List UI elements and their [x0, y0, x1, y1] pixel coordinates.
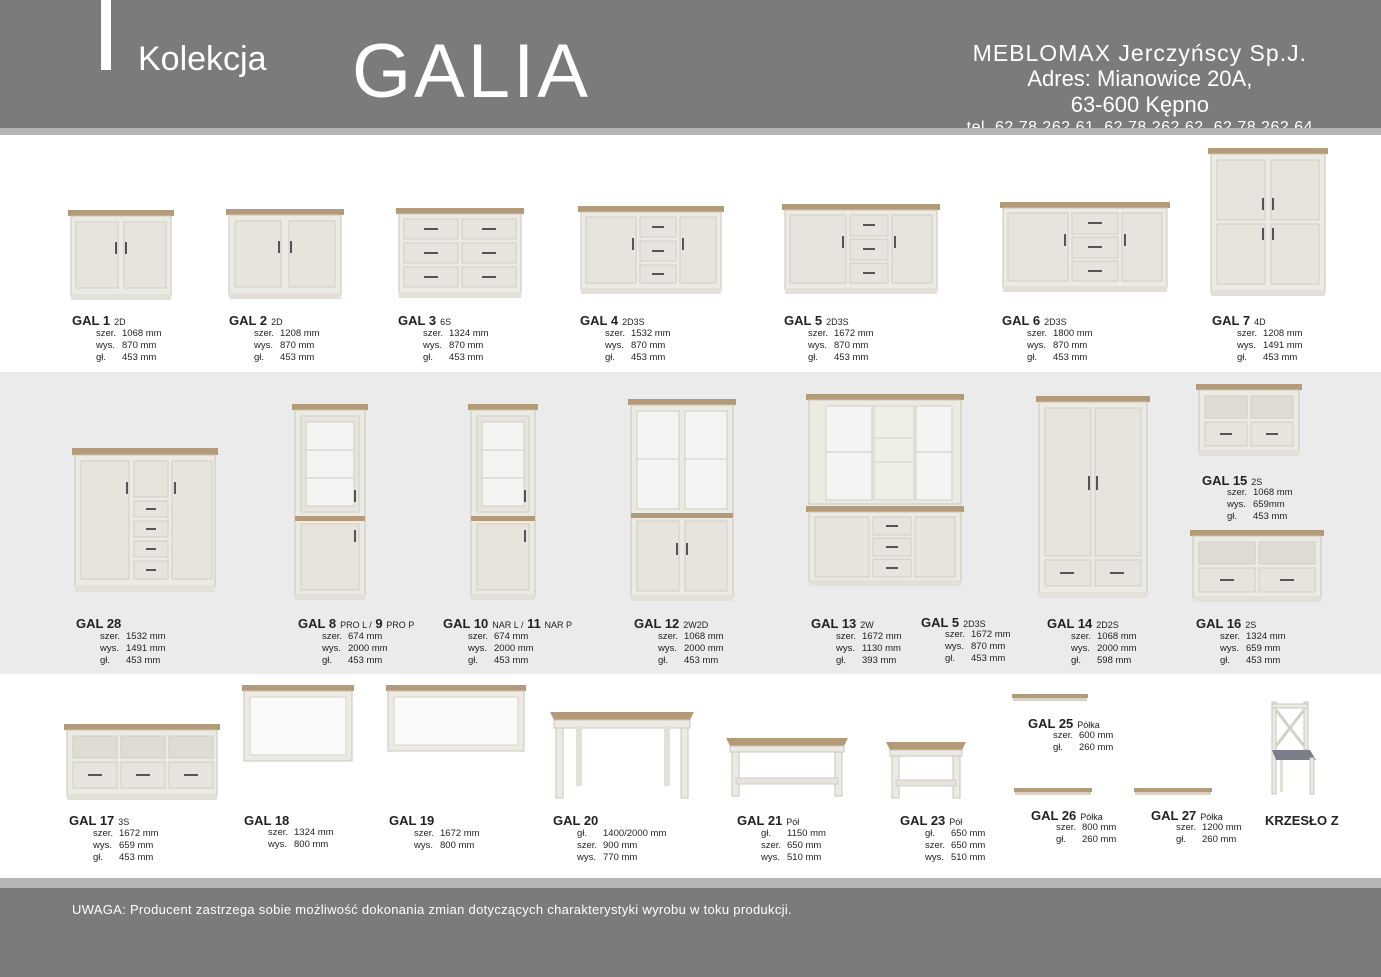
dim-key: szer. [808, 328, 829, 339]
company-address-line1: Adres: Mianowice 20A, [1027, 66, 1253, 91]
product-dims [268, 827, 334, 851]
product-name: GAL 5 [784, 313, 823, 328]
dim-key: gł. [761, 828, 772, 839]
footer-banner [0, 888, 1381, 977]
dim-key: szer. [322, 631, 343, 642]
dim-value: 1324 mm [294, 827, 334, 838]
product-name: GAL 23 [900, 813, 946, 828]
product-dims [925, 828, 985, 864]
product-suffix: 2W [860, 620, 874, 630]
dim-key: gł. [1237, 352, 1248, 363]
product-dims [100, 631, 166, 667]
dim-key: gł. [808, 352, 819, 363]
dim-key: wys. [577, 852, 596, 863]
dim-key: gł. [468, 655, 479, 666]
dim-key: wys. [268, 839, 287, 850]
dim-key: gł. [93, 852, 104, 863]
dim-key: gł. [423, 352, 434, 363]
dim-key: szer. [605, 328, 626, 339]
product-name: GAL 1 [72, 313, 111, 328]
product-dims [322, 631, 388, 667]
dim-key: gł. [322, 655, 333, 666]
product-dims [1053, 730, 1113, 754]
product-suffix: 6S [440, 317, 452, 327]
sideboard-2d3s-image [578, 204, 726, 298]
dim-key: gł. [1071, 655, 1082, 666]
product-dims [658, 631, 724, 667]
dim-key: gł. [100, 655, 111, 666]
product-name: GAL 27 [1151, 808, 1197, 823]
dim-key: szer. [268, 827, 289, 838]
sideboard-2d3s-image [782, 202, 942, 300]
dim-value: 1068 mm [1097, 631, 1137, 642]
dim-value: 1672 mm [440, 828, 480, 839]
dim-value: 2000 mm [1097, 643, 1137, 654]
dim-value: 1672 mm [834, 328, 874, 339]
dim-key: gł. [836, 655, 847, 666]
mirror-image [386, 683, 528, 755]
product-dims [1237, 328, 1303, 364]
dim-value: 1150 mm [787, 828, 826, 839]
dim-key: wys. [423, 340, 442, 351]
dim-value: 650 mm [951, 828, 986, 839]
product-suffix: 2S [1251, 477, 1263, 487]
dim-key: wys. [808, 340, 827, 351]
chair-image [1266, 700, 1320, 798]
dim-key: gł. [1176, 834, 1187, 845]
company-address-line2: 63-600 Kępno [1070, 92, 1209, 117]
dim-value: 800 mm [1082, 822, 1117, 833]
product-name: GAL 13 [811, 616, 857, 631]
product-suffix: NAR L / [492, 620, 524, 630]
dim-key: szer. [658, 631, 679, 642]
dim-value: 453 mm [631, 352, 666, 363]
dim-value: 453 mm [971, 653, 1006, 664]
company-name: MEBLOMAX Jerczyńscy Sp.J. [972, 40, 1307, 66]
dim-key: wys. [945, 641, 964, 652]
dim-value: 1130 mm [862, 643, 901, 654]
dim-value: 260 mm [1082, 834, 1117, 845]
dim-key: szer. [925, 840, 946, 851]
dim-key: wys. [468, 643, 487, 654]
product-dims [605, 328, 671, 364]
product-name: GAL 18 [244, 813, 290, 828]
dim-key: gł. [658, 655, 669, 666]
cabinet-4-door-image [1208, 146, 1330, 302]
dim-value: 659 mm [119, 840, 154, 851]
product-dims [254, 328, 320, 364]
dim-key: wys. [1237, 340, 1256, 351]
dim-key: gł. [577, 828, 588, 839]
dim-key: szer. [577, 840, 598, 851]
dim-value: 1672 mm [862, 631, 902, 642]
dim-key: wys. [1027, 340, 1046, 351]
dim-value: 453 mm [449, 352, 484, 363]
dim-key: szer. [1053, 730, 1074, 741]
dim-value: 1400/2000 mm [603, 828, 667, 839]
product-name-2: 9 [375, 616, 383, 631]
dim-value: 453 mm [834, 352, 869, 363]
dim-value: 2000 mm [348, 643, 388, 654]
dim-key: szer. [423, 328, 444, 339]
product-dims [93, 828, 159, 864]
dim-value: 870 mm [971, 641, 1006, 652]
product-dims [577, 828, 666, 864]
product-name: GAL 16 [1196, 616, 1242, 631]
product-suffix: 4D [1254, 317, 1266, 327]
dim-key: szer. [468, 631, 489, 642]
dim-value: 510 mm [787, 852, 822, 863]
product-name: GAL 20 [553, 813, 599, 828]
product-suffix: Półka [1077, 720, 1100, 730]
product-suffix: PRO L / [340, 620, 372, 630]
product-suffix: 2D3S [622, 317, 645, 327]
product-suffix: 2W2D [683, 620, 709, 630]
shelf-image [1014, 786, 1094, 798]
display-cabinet-2w2d-image [628, 397, 738, 603]
mirror-image [242, 683, 356, 765]
shelf-image [1134, 786, 1214, 798]
product-suffix: 2D [271, 317, 283, 327]
dim-value: 260 mm [1202, 834, 1237, 845]
header-strip [0, 128, 1381, 135]
dim-key: gł. [96, 352, 107, 363]
dim-key: gł. [254, 352, 265, 363]
dim-key: szer. [96, 328, 117, 339]
sideboard-2-door-image [226, 207, 346, 304]
dim-key: wys. [414, 840, 433, 851]
dim-key: szer. [93, 828, 114, 839]
product-suffix: Pół [949, 817, 963, 827]
dim-value: 453 mm [348, 655, 383, 666]
dim-value: 1324 mm [1246, 631, 1286, 642]
product-suffix: 2D3S [963, 619, 986, 629]
tv-stand-image [1190, 528, 1326, 608]
dim-value: 650 mm [951, 840, 986, 851]
dim-value: 453 mm [684, 655, 719, 666]
product-dims [1220, 631, 1286, 667]
dim-value: 1672 mm [971, 629, 1011, 640]
dim-key: wys. [605, 340, 624, 351]
dim-value: 674 mm [348, 631, 383, 642]
dim-key: wys. [761, 852, 780, 863]
coffee-table-image [724, 736, 850, 800]
dim-value: 1208 mm [280, 328, 320, 339]
dim-value: 1491 mm [126, 643, 166, 654]
dim-key: szer. [414, 828, 435, 839]
dim-key: szer. [1071, 631, 1092, 642]
dim-key: szer. [836, 631, 857, 642]
dim-value: 510 mm [951, 852, 986, 863]
tv-stand-image [1196, 382, 1304, 462]
product-suffix: 2D3S [826, 317, 849, 327]
product-name: GAL 7 [1212, 313, 1251, 328]
dim-key: szer. [100, 631, 121, 642]
product-suffix: 2S [1245, 620, 1257, 630]
wardrobe-image [1036, 394, 1152, 600]
product-dims [808, 328, 874, 364]
dim-key: gł. [925, 828, 936, 839]
product-name: GAL 28 [76, 616, 122, 631]
dim-value: 453 mm [126, 655, 161, 666]
product-name: GAL 17 [69, 813, 115, 828]
dim-value: 900 mm [603, 840, 638, 851]
dim-key: wys. [322, 643, 341, 654]
dim-value: 453 mm [1053, 352, 1088, 363]
dim-value: 1208 mm [1263, 328, 1303, 339]
chest-6-drawer-image [396, 206, 526, 302]
dim-value: 453 mm [1253, 511, 1288, 522]
dim-key: gł. [945, 653, 956, 664]
dim-value: 674 mm [494, 631, 529, 642]
product-suffix: Półka [1200, 812, 1223, 822]
product-suffix: 2D [114, 317, 126, 327]
product-dims [945, 629, 1011, 665]
product-name-2: 11 [527, 616, 541, 631]
dim-value: 453 mm [1246, 655, 1281, 666]
dim-key: gł. [1227, 511, 1238, 522]
product-dims [1056, 822, 1116, 846]
dim-value: 650 mm [787, 840, 822, 851]
product-suffix: 2D3S [1044, 317, 1067, 327]
dim-key: szer. [1220, 631, 1241, 642]
product-dims [1176, 822, 1242, 846]
dim-key: szer. [1227, 487, 1248, 498]
shelf-image [1012, 692, 1092, 704]
dim-value: 659mm [1253, 499, 1285, 510]
dim-key: gł. [605, 352, 616, 363]
product-name: GAL 19 [389, 813, 435, 828]
dim-value: 1532 mm [631, 328, 671, 339]
product-dims [1071, 631, 1137, 667]
dim-key: wys. [836, 643, 855, 654]
dim-value: 1200 mm [1202, 822, 1242, 833]
dim-value: 870 mm [834, 340, 869, 351]
dim-key: wys. [925, 852, 944, 863]
dim-value: 870 mm [449, 340, 484, 351]
dim-value: 453 mm [122, 352, 157, 363]
product-name: GAL 26 [1031, 808, 1077, 823]
product-name: GAL 4 [580, 313, 619, 328]
product-suffix: 2D2S [1096, 620, 1119, 630]
dim-value: 453 mm [494, 655, 529, 666]
dim-key: szer. [945, 629, 966, 640]
product-name: GAL 21 [737, 813, 783, 828]
product-suffix: 3S [118, 817, 130, 827]
product-dims [836, 631, 902, 667]
dim-value: 800 mm [294, 839, 329, 850]
product-dims [423, 328, 489, 364]
dim-key: wys. [1227, 499, 1246, 510]
dim-value: 598 mm [1097, 655, 1132, 666]
dim-key: wys. [93, 840, 112, 851]
product-name: KRZESŁO Z [1265, 813, 1339, 828]
dim-value: 1491 mm [1263, 340, 1303, 351]
product-name: GAL 15 [1202, 473, 1248, 488]
dim-key: wys. [1071, 643, 1090, 654]
product-name: GAL 2 [229, 313, 268, 328]
product-name: GAL 3 [398, 313, 437, 328]
dim-key: gł. [1220, 655, 1231, 666]
dim-key: szer. [1176, 822, 1197, 833]
header-banner [0, 0, 1381, 128]
dim-value: 870 mm [122, 340, 157, 351]
product-name: GAL 10 [443, 616, 489, 631]
dining-table-image [546, 706, 698, 802]
dim-key: gł. [1056, 834, 1067, 845]
dim-key: wys. [658, 643, 677, 654]
product-dims [468, 631, 534, 667]
product-name: GAL 8 [298, 616, 337, 631]
product-suffix-2: PRO P [386, 620, 415, 630]
collection-title: GALIA [352, 29, 591, 114]
dim-key: szer. [1027, 328, 1048, 339]
dim-key: szer. [254, 328, 275, 339]
dim-key: gł. [1027, 352, 1038, 363]
dim-value: 453 mm [119, 852, 154, 863]
product-dims [1027, 328, 1093, 364]
product-dims [761, 828, 826, 864]
dim-key: szer. [761, 840, 782, 851]
dim-value: 870 mm [631, 340, 666, 351]
display-cabinet-image [292, 402, 370, 602]
dim-value: 770 mm [603, 852, 638, 863]
dim-value: 453 mm [280, 352, 315, 363]
sideboard-2d3s-image [1000, 200, 1172, 300]
kolekcja-label: Kolekcja [138, 40, 267, 78]
product-dims [1227, 487, 1293, 523]
dim-value: 2000 mm [684, 643, 724, 654]
dim-value: 870 mm [1053, 340, 1088, 351]
dim-key: szer. [1237, 328, 1258, 339]
product-suffix-2: NAR P [544, 620, 572, 630]
product-dims [414, 828, 480, 852]
dresser-with-hutch-image [806, 392, 966, 590]
dim-value: 1068 mm [1253, 487, 1293, 498]
product-name: GAL 6 [1002, 313, 1041, 328]
dim-value: 260 mm [1079, 742, 1114, 753]
dim-key: wys. [254, 340, 273, 351]
disclaimer-note: UWAGA: Producent zastrzega sobie możliwość dokonania zmian dotyczących charakterystyki wyrobu w toku produkcji. [72, 902, 792, 917]
dim-value: 1068 mm [684, 631, 724, 642]
dim-value: 1800 mm [1053, 328, 1093, 339]
sideboard-2-door-image [68, 208, 176, 304]
product-dims [96, 328, 162, 364]
dim-key: wys. [1220, 643, 1239, 654]
tv-stand-3s-image [64, 722, 222, 806]
footer-strip [0, 878, 1381, 888]
dim-value: 870 mm [280, 340, 315, 351]
dim-value: 1672 mm [119, 828, 159, 839]
dim-key: szer. [1056, 822, 1077, 833]
dim-value: 1324 mm [449, 328, 489, 339]
dim-value: 393 mm [862, 655, 897, 666]
product-name: GAL 14 [1047, 616, 1093, 631]
header-accent-bar [101, 0, 111, 70]
dim-value: 800 mm [440, 840, 475, 851]
side-table-image [884, 740, 968, 802]
display-cabinet-narrow-image [468, 402, 540, 602]
dim-value: 1068 mm [122, 328, 162, 339]
product-suffix: Półka [1080, 812, 1103, 822]
dim-value: 659 mm [1246, 643, 1281, 654]
dim-value: 2000 mm [494, 643, 534, 654]
dim-key: gł. [1053, 742, 1064, 753]
product-name: GAL 25 [1028, 716, 1074, 731]
company-info [967, 40, 1313, 138]
dim-key: wys. [100, 643, 119, 654]
dim-key: wys. [96, 340, 115, 351]
dim-value: 600 mm [1079, 730, 1114, 741]
highboard-image [72, 446, 220, 596]
product-name: GAL 5 [921, 615, 960, 630]
product-suffix: Pół [786, 817, 800, 827]
dim-value: 453 mm [1263, 352, 1298, 363]
product-name: GAL 12 [634, 616, 680, 631]
dim-value: 1532 mm [126, 631, 166, 642]
